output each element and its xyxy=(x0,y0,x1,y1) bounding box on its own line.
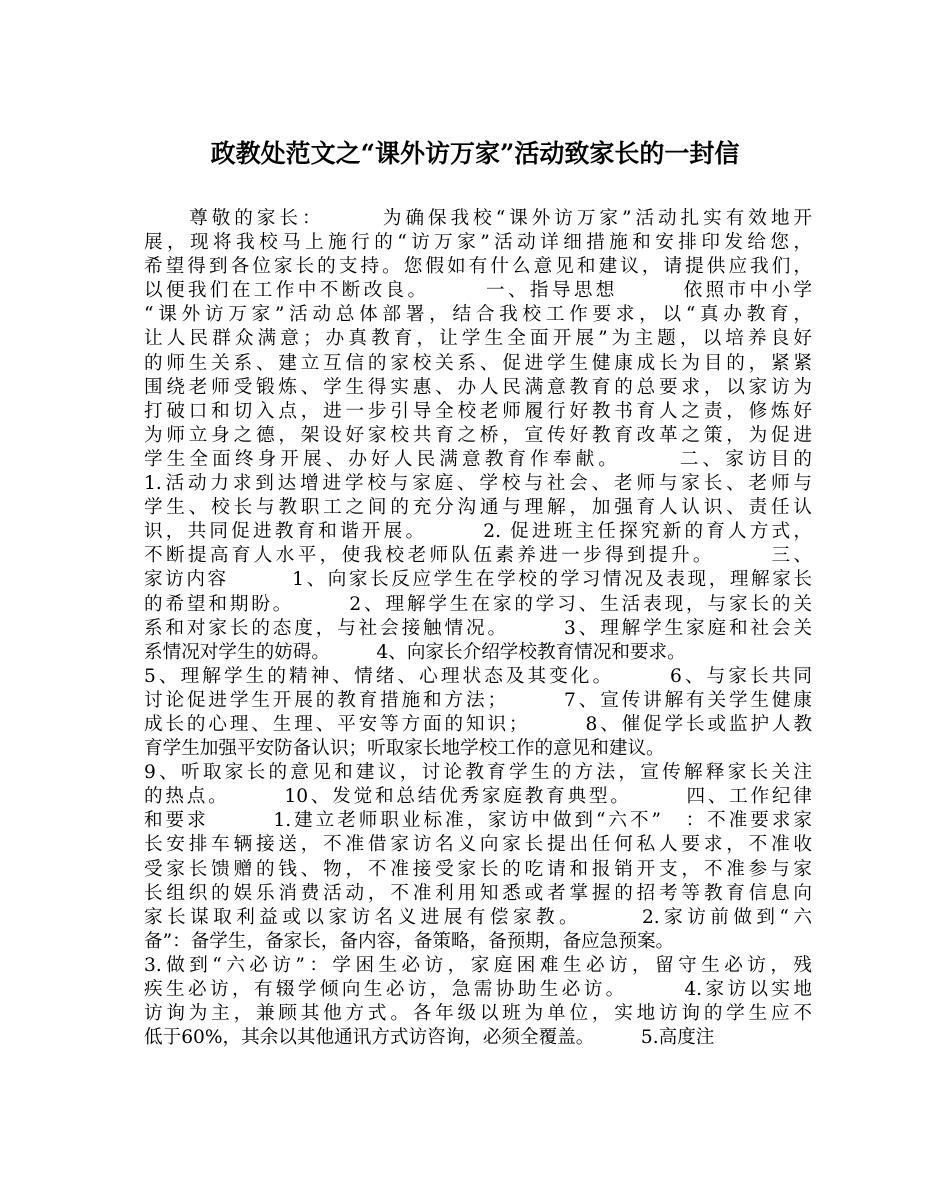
body-text-line: 5、理解学生的精神、情绪、心理状态及其变化。 6、与家长共同 xyxy=(144,665,812,687)
body-text-line: 9、听取家长的意见和建议，讨论教育学生的方法，宣传解释家长关注 xyxy=(144,762,812,784)
body-text-line: 让人民群众满意；办真教育，让学生全面开展”为主题，以培养良好 xyxy=(144,328,812,350)
body-text-line: 打破口和切入点，进一步引导全校老师履行好教书育人之责，修炼好 xyxy=(144,400,812,422)
body-text-line: 系情况对学生的妨碍。 4、向家长介绍学校教育情况和要求。 xyxy=(144,641,686,663)
body-text-line: 学生全面终身开展、办好人民满意教育作奉献。 二、家访目的 xyxy=(144,448,812,470)
body-text-line: 系和对家长的态度，与社会接触情况。 3、理解学生家庭和社会关 xyxy=(144,617,812,639)
body-text-line: 以便我们在工作中不断改良。 一、指导思想 依照市中小学 xyxy=(144,280,812,302)
body-text-line: 长组织的娱乐消费活动，不准利用知悉或者掌握的招考等教育信息向 xyxy=(144,882,812,904)
body-text-line: 低于60%，其余以其他通讯方式访咨询，必须全覆盖。 5.高度注 xyxy=(144,1027,715,1049)
body-text-line: 1.活动力求到达增进学校与家庭、学校与社会、老师与家长、老师与 xyxy=(144,473,812,495)
body-text-line: 尊敬的家长： 为确保我校“课外访万家”活动扎实有效地开 xyxy=(144,208,812,229)
body-text-line: 的师生关系、建立互信的家校关系、促进学生健康成长为目的，紧紧 xyxy=(144,352,812,374)
body-text-line: 识，共同促进教育和谐开展。 2. 促进班主任探究新的育人方式， xyxy=(144,521,812,543)
body-text-line: 疾生必访，有辍学倾向生必访，急需协助生必访。 4.家访以实地 xyxy=(144,979,812,1000)
body-text-line: 为师立身之德，架设好家校共育之桥，宣传好教育改革之策，为促进 xyxy=(144,424,812,446)
body-text-line: 备”：备学生，备家长，备内容，备策略，备预期，备应急预案。 xyxy=(144,930,675,952)
body-text-line: 希望得到各位家长的支持。您假如有什么意见和建议，请提供应我们， xyxy=(144,256,812,278)
body-text-line: 访询为主，兼顾其他方式。各年级以班为单位，实地访询的学生应不 xyxy=(144,1003,812,1025)
body-text-line: 的热点。 10、发觉和总结优秀家庭教育典型。 四、工作纪律 xyxy=(144,786,812,808)
body-text-line: 的希望和期盼。 2、理解学生在家的学习、生活表现，与家长的关 xyxy=(144,593,812,615)
body-text-line: 受家长馈赠的钱、物，不准接受家长的吃请和报销开支，不准参与家 xyxy=(144,858,812,880)
body-text-line: 成长的心理、生理、平安等方面的知识； 8、催促学长或监护人教 xyxy=(144,713,812,735)
body-text-line: “课外访万家”活动总体部署，结合我校工作要求，以“真办教育， xyxy=(144,304,812,326)
body-text-line: 长安排车辆接送，不准借家访名义向家长提出任何私人要求，不准收 xyxy=(144,834,812,856)
body-text-line: 不断提高育人水平，使我校老师队伍素养进一步得到提升。 三、 xyxy=(144,545,812,567)
body-text-line: 育学生加强平安防备认识；听取家长地学校工作的意见和建议。 xyxy=(144,738,665,760)
body-text-line: 3.做到“六必访”：学困生必访，家庭困难生必访，留守生必访，残 xyxy=(144,954,812,976)
body-text-line: 讨论促进学生开展的教育措施和方法； 7、宣传讲解有关学生健康 xyxy=(144,689,812,711)
document-title: 政教处范文之“课外访万家”活动致家长的一封信 xyxy=(210,139,740,168)
body-text-line: 和要求 1.建立老师职业标准，家访中做到“六不” ：不准要求家 xyxy=(144,810,812,832)
body-text-line: 家访内容 1、向家长反应学生在学校的学习情况及表现，理解家长 xyxy=(144,569,812,591)
body-text-line: 展，现将我校马上施行的“访万家”活动详细措施和安排印发给您， xyxy=(144,232,812,254)
document-body xyxy=(144,207,812,1050)
body-text-line: 围绕老师受锻炼、学生得实惠、办人民满意教育的总要求，以家访为 xyxy=(144,376,812,398)
body-text-line: 学生、校长与教职工之间的充分沟通与理解，加强育人认识、责任认 xyxy=(144,497,812,519)
body-text-line: 家长谋取利益或以家访名义进展有偿家教。 2.家访前做到“六 xyxy=(144,906,812,928)
